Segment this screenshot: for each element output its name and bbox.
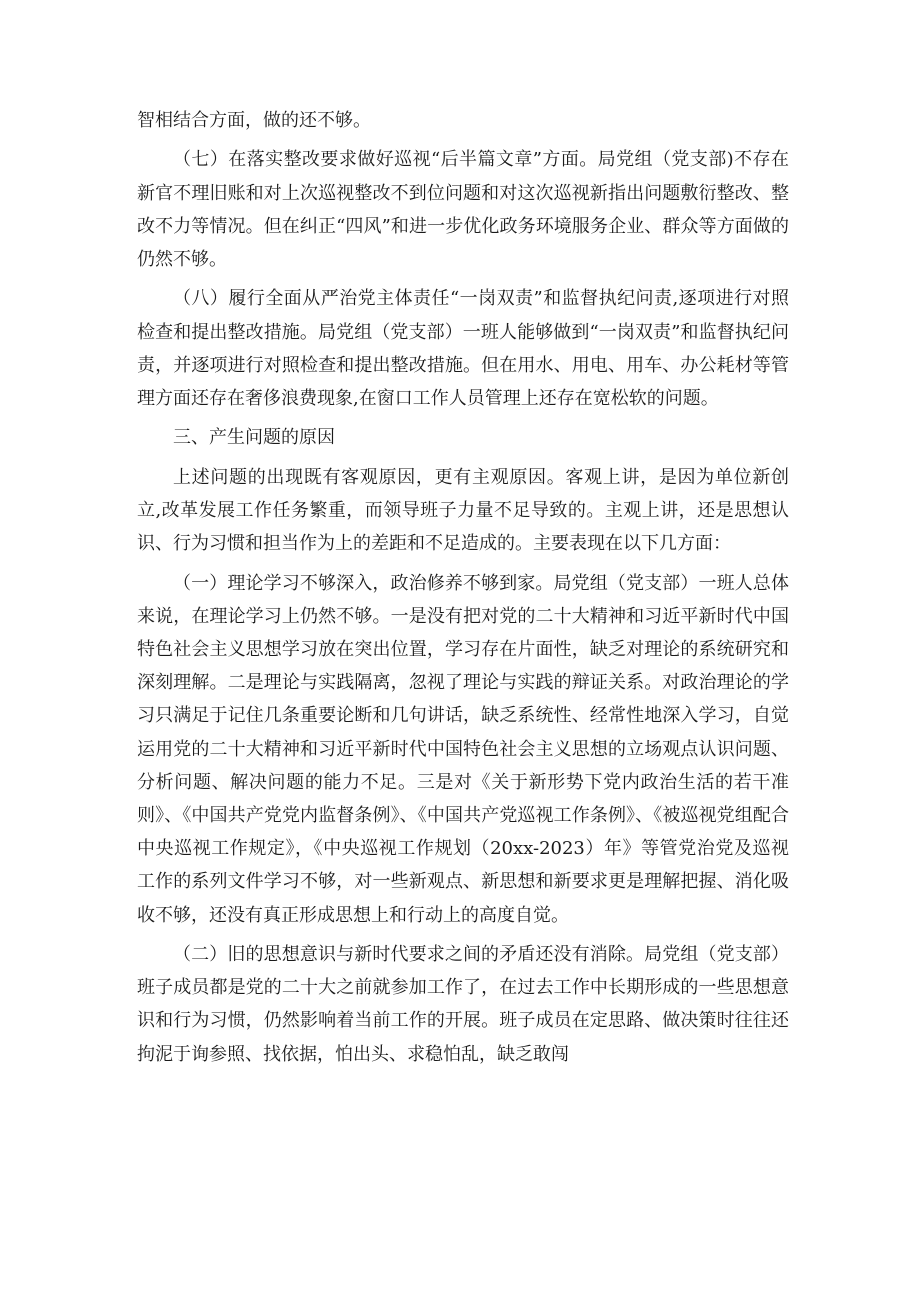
paragraph-cause-two: （二）旧的思想意识与新时代要求之间的矛盾还没有消除。局党组（党支部）班子成员都是党的二十大之前就参加工作了，在过去工作中长期形成的一些思想意识和行为习惯，仍然影响着当前工作的开展。班子成员在定思路、做决策时往往还拘泥于询参照、找依据，怕出头、求稳怕乱，缺乏敢闯 [137,944,789,1065]
paragraph-cause-one: （一）理论学习不够深入，政治修养不够到家。局党组（党支部）一班人总体来说，在理论学习上仍然不够。一是没有把对党的二十大精神和习近平新时代中国特色社会主义思想学习放在突出位置，学习存在片面性，缺乏对理论的系统研究和深刻理解。二是理论与实践隔离，忽视了理论与实践的辩证关系。对政治理论的学习只满足于记住几条重要论断和几句讲话，缺乏系统性、经常性地深入学习，自觉运用党的二十大精神和习近平新时代中国特色社会主义思想的立场观点认识问题、分析问题、解决问题的能力不足。三是对《关于新形势下党内政治生活的若干准则》、《中国共产党党内监督条例》、《中国共产党巡视工作条例》、《被巡视党组配合中央巡视工作规定》，《中央巡视工作规划（20xx-2023）年》等管党治党及巡视工作的系列文件学习不够，对一些新观点、新思想和新要求更是理解把握、消化吸收不够，还没有真正形成思想上和行动上的高度自觉。 [137,572,789,926]
paragraph-section-seven: （七）在落实整改要求做好巡视“后半篇文章”方面。局党组（党支部)不存在新官不理旧账和对上次巡视整改不到位问题和对这次巡视新指出问题敷衍整改、整改不力等情况。但在纠正“四风”和进一步优化政务环境服务企业、群众等方面做的仍然不够。 [137,149,789,270]
paragraph-causes-intro: 上述问题的出现既有客观原因，更有主观原因。客观上讲，是因为单位新创立,改革发展工作任务繁重，而领导班子力量不足导致的。主观上讲，还是思想认识、行为习惯和担当作为上的差距和不足造成的。主要表现在以下几方面： [137,466,789,555]
paragraph-continuation: 智相结合方面，做的还不够。 [137,110,371,131]
document-body [137,104,789,1077]
paragraph-section-eight: （八）履行全面从严治党主体责任“一岗双责”和监督执纪问责,逐项进行对照检查和提出整改措施。局党组（党支部）一班人能够做到“一岗双责”和监督执纪问责，并逐项进行对照检查和提出整改措施。但在用水、用电、用车、办公耗材等管理方面还存在奢侈浪费现象,在窗口工作人员管理上还存在宽松软的问题。 [137,288,789,409]
section-heading-causes: 三、产生问题的原因 [173,427,335,449]
